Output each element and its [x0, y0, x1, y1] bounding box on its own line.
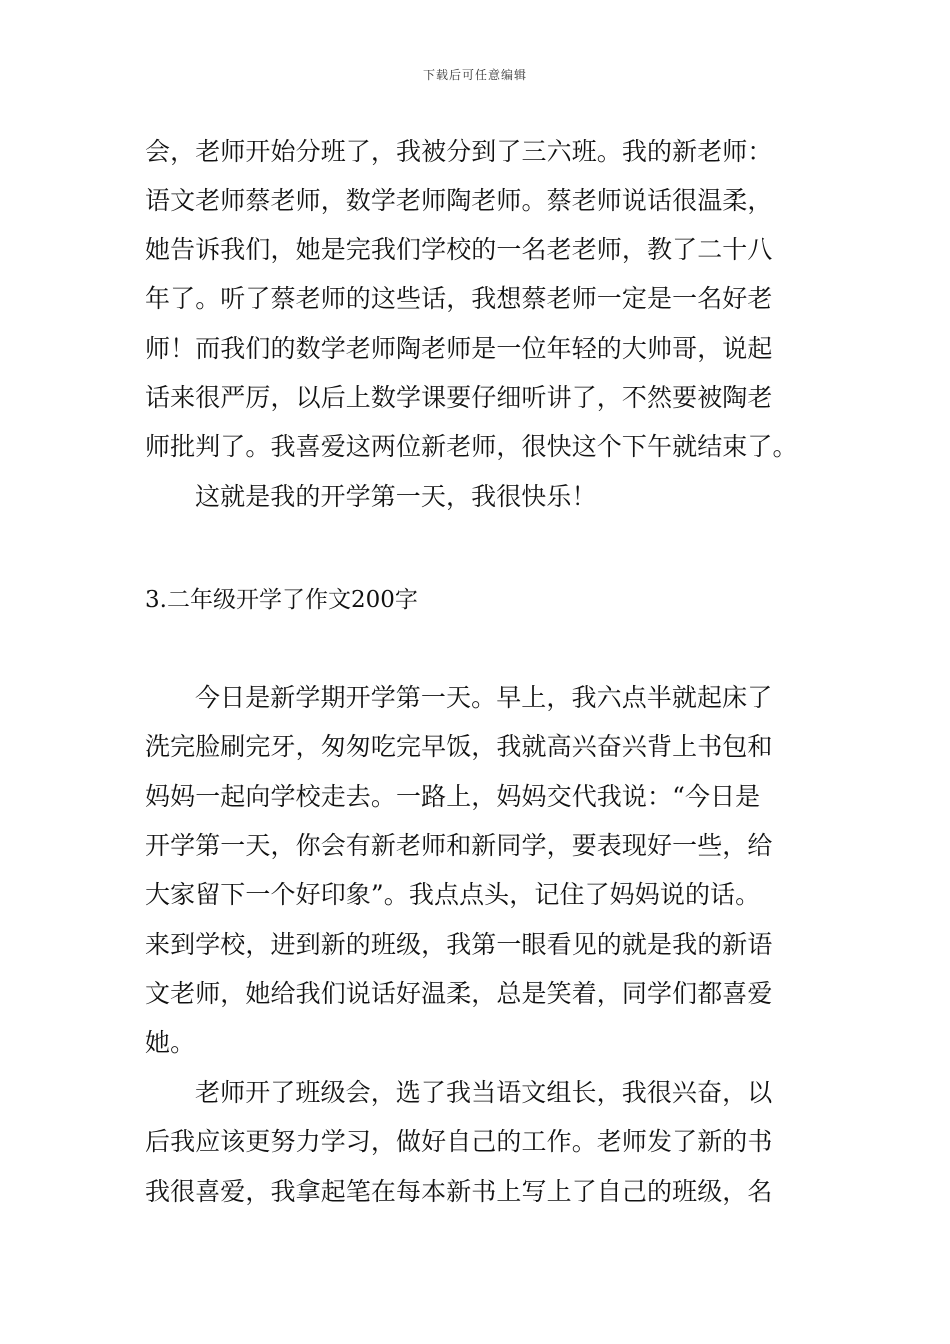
text-line: 老师开了班级会，选了我当语文组长，我很兴奋，以 [195, 1078, 773, 1107]
text-line: 我很喜爱，我拿起笔在每本新书上写上了自己的班级，名 [145, 1177, 773, 1206]
text-line: 洗完脸刷完牙，匆匆吃完早饭，我就高兴奋兴背上书包和 [145, 732, 773, 761]
text-line: 师批判了。我喜爱这两位新老师，很快这个下午就结束了。 [145, 432, 798, 461]
section-heading: 3.二年级开学了作文200字 [145, 587, 418, 613]
text-line: 师！而我们的数学老师陶老师是一位年轻的大帅哥，说起 [145, 334, 773, 363]
text-line: 文老师，她给我们说话好温柔，总是笑着，同学们都喜爱 [145, 979, 773, 1008]
text-line: 她告诉我们，她是完我们学校的一名老老师，教了二十八 [145, 235, 773, 264]
text-line: 大家留下一个好印象”。我点点头，记住了妈妈说的话。 [145, 880, 761, 909]
text-line: 年了。听了蔡老师的这些话，我想蔡老师一定是一名好老 [145, 284, 773, 313]
text-line: 语文老师蔡老师，数学老师陶老师。蔡老师说话很温柔， [145, 186, 773, 215]
text-line: 今日是新学期开学第一天。早上，我六点半就起床了 [195, 683, 773, 712]
text-line: 妈妈一起向学校走去。一路上，妈妈交代我说：“今日是 [145, 782, 761, 811]
text-line: 来到学校，进到新的班级，我第一眼看见的就是我的新语 [145, 930, 773, 959]
text-line: 开学第一天，你会有新老师和新同学，要表现好一些，给 [145, 831, 773, 860]
text-line: 后我应该更努力学习，做好自己的工作。老师发了新的书 [145, 1127, 773, 1156]
text-line: 会，老师开始分班了，我被分到了三六班。我的新老师： [145, 137, 773, 166]
closing-line: 这就是我的开学第一天，我很快乐！ [195, 482, 597, 511]
text-line: 她。 [145, 1028, 196, 1057]
header-note: 下载后可任意编辑 [422, 68, 527, 82]
text-line: 话来很严厉，以后上数学课要仔细听讲了，不然要被陶老 [145, 383, 773, 412]
